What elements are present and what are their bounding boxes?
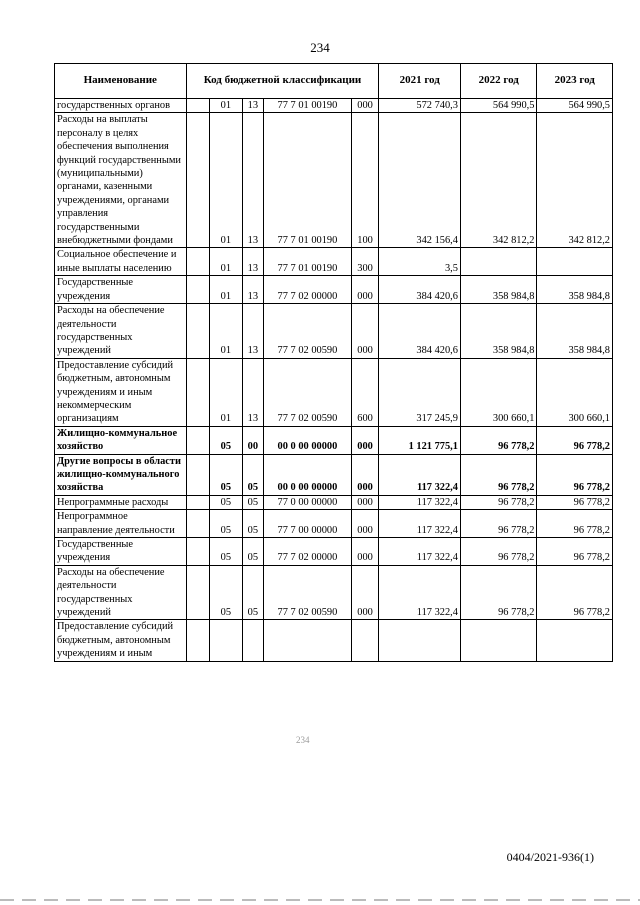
row-expense-type: 000 [351,426,379,454]
row-target-code [264,620,352,661]
table-row [55,510,613,538]
row-section [210,620,243,661]
row-name: Непрограммное направление деятельности [55,510,187,538]
row-value-2023: 96 778,2 [537,426,613,454]
row-subsection: 13 [242,276,263,304]
row-value-2023: 300 660,1 [537,358,613,426]
row-value-2023: 564 990,5 [537,99,613,113]
row-name: Государственные учреждения [55,276,187,304]
page-number: 234 [310,40,330,55]
row-target-code: 77 7 01 00190 [264,248,352,276]
table-row [55,495,613,509]
scan-bottom-edge [0,899,640,901]
row-expense-type: 000 [351,276,379,304]
row-section: 01 [210,276,243,304]
row-target-code: 77 7 02 00000 [264,276,352,304]
row-subsection: 05 [242,538,263,566]
row-expense-type: 000 [351,510,379,538]
row-blank [186,248,209,276]
row-target-code: 77 7 02 00590 [264,358,352,426]
table-row [55,99,613,113]
row-value-2021: 572 740,3 [379,99,461,113]
header-name: Наименование [55,64,187,99]
row-value-2023 [537,620,613,661]
table-row [55,304,613,359]
row-name: Непрограммные расходы [55,495,187,509]
row-value-2022: 96 778,2 [460,510,536,538]
row-blank [186,99,209,113]
scan-artifact-number: 234 [296,735,310,745]
row-section: 05 [210,510,243,538]
table-row [55,454,613,495]
row-value-2023: 342 812,2 [537,113,613,248]
row-value-2021: 1 121 775,1 [379,426,461,454]
row-target-code: 77 7 02 00590 [264,565,352,620]
row-expense-type: 000 [351,495,379,509]
row-expense-type: 100 [351,113,379,248]
row-section: 05 [210,565,243,620]
budget-table [54,63,613,662]
row-value-2022: 564 990,5 [460,99,536,113]
row-value-2023: 96 778,2 [537,510,613,538]
row-subsection: 05 [242,510,263,538]
row-subsection: 00 [242,426,263,454]
row-target-code: 77 0 00 00000 [264,495,352,509]
row-subsection [242,620,263,661]
header-2022: 2022 год [460,64,536,99]
row-value-2023: 358 984,8 [537,304,613,359]
row-value-2021: 117 322,4 [379,495,461,509]
row-name: государственных органов [55,99,187,113]
row-value-2022: 96 778,2 [460,426,536,454]
row-expense-type: 000 [351,454,379,495]
row-subsection: 13 [242,304,263,359]
row-name: Расходы на обеспечение деятельности государственных учреждений [55,565,187,620]
row-section: 05 [210,454,243,495]
table-row [55,426,613,454]
row-value-2021: 384 420,6 [379,304,461,359]
row-value-2021 [379,620,461,661]
row-expense-type: 000 [351,99,379,113]
header-2023: 2023 год [537,64,613,99]
row-target-code: 00 0 00 00000 [264,426,352,454]
row-value-2023: 96 778,2 [537,495,613,509]
row-value-2022: 358 984,8 [460,304,536,359]
row-value-2021: 117 322,4 [379,510,461,538]
row-section: 01 [210,248,243,276]
row-value-2021: 342 156,4 [379,113,461,248]
row-value-2022: 300 660,1 [460,358,536,426]
row-blank [186,426,209,454]
row-name: Другие вопросы в области жилищно-коммунального хозяйства [55,454,187,495]
row-blank [186,113,209,248]
row-expense-type: 000 [351,304,379,359]
table-row [55,565,613,620]
row-value-2022: 96 778,2 [460,495,536,509]
row-subsection: 13 [242,248,263,276]
row-subsection: 13 [242,99,263,113]
row-target-code: 77 7 02 00000 [264,538,352,566]
row-name: Социальное обеспечение и иные выплаты населению [55,248,187,276]
row-target-code: 77 7 00 00000 [264,510,352,538]
row-value-2021: 117 322,4 [379,538,461,566]
row-blank [186,620,209,661]
row-subsection: 05 [242,565,263,620]
row-section: 01 [210,113,243,248]
row-name: Расходы на выплаты персоналу в целях обеспечения выполнения функций государственными (муниципальными) органами, казенными учреждениями, органами управления государственными внебюджетными фондами [55,113,187,248]
row-name: Предоставление субсидий бюджетным, автономным учреждениям и иным некоммерческим организациям [55,358,187,426]
row-value-2022 [460,248,536,276]
row-blank [186,358,209,426]
row-blank [186,538,209,566]
row-value-2023 [537,248,613,276]
row-blank [186,565,209,620]
row-value-2022: 96 778,2 [460,565,536,620]
row-value-2021: 117 322,4 [379,565,461,620]
row-subsection: 13 [242,113,263,248]
row-value-2023: 96 778,2 [537,454,613,495]
row-name: Расходы на обеспечение деятельности государственных учреждений [55,304,187,359]
row-value-2023: 96 778,2 [537,565,613,620]
row-target-code: 00 0 00 00000 [264,454,352,495]
table-row [55,276,613,304]
row-name: Государственные учреждения [55,538,187,566]
row-section: 01 [210,99,243,113]
table-row [55,113,613,248]
row-section: 01 [210,304,243,359]
row-expense-type: 300 [351,248,379,276]
row-expense-type [351,620,379,661]
row-value-2023: 96 778,2 [537,538,613,566]
table-row [55,538,613,566]
row-section: 05 [210,426,243,454]
row-subsection: 05 [242,454,263,495]
header-2021: 2021 год [379,64,461,99]
row-value-2021: 317 245,9 [379,358,461,426]
table-row [55,358,613,426]
footer-document-code: 0404/2021-936(1) [506,850,594,864]
row-value-2021: 117 322,4 [379,454,461,495]
header-code: Код бюджетной классификации [186,64,379,99]
table-header-row [55,64,613,99]
row-blank [186,495,209,509]
row-subsection: 13 [242,358,263,426]
row-blank [186,454,209,495]
table-row [55,248,613,276]
row-value-2021: 3,5 [379,248,461,276]
row-target-code: 77 7 01 00190 [264,99,352,113]
row-expense-type: 000 [351,565,379,620]
row-subsection: 05 [242,495,263,509]
row-blank [186,276,209,304]
row-target-code: 77 7 02 00590 [264,304,352,359]
row-blank [186,304,209,359]
row-value-2021: 384 420,6 [379,276,461,304]
row-value-2022: 358 984,8 [460,276,536,304]
row-name: Жилищно-коммунальное хозяйство [55,426,187,454]
row-value-2022 [460,620,536,661]
row-name: Предоставление субсидий бюджетным, автономным учреждениям и иным [55,620,187,661]
row-section: 05 [210,538,243,566]
row-expense-type: 600 [351,358,379,426]
row-value-2023: 358 984,8 [537,276,613,304]
row-target-code: 77 7 01 00190 [264,113,352,248]
row-value-2022: 342 812,2 [460,113,536,248]
row-blank [186,510,209,538]
row-section: 01 [210,358,243,426]
row-expense-type: 000 [351,538,379,566]
row-section: 05 [210,495,243,509]
table-row [55,620,613,661]
row-value-2022: 96 778,2 [460,538,536,566]
row-value-2022: 96 778,2 [460,454,536,495]
